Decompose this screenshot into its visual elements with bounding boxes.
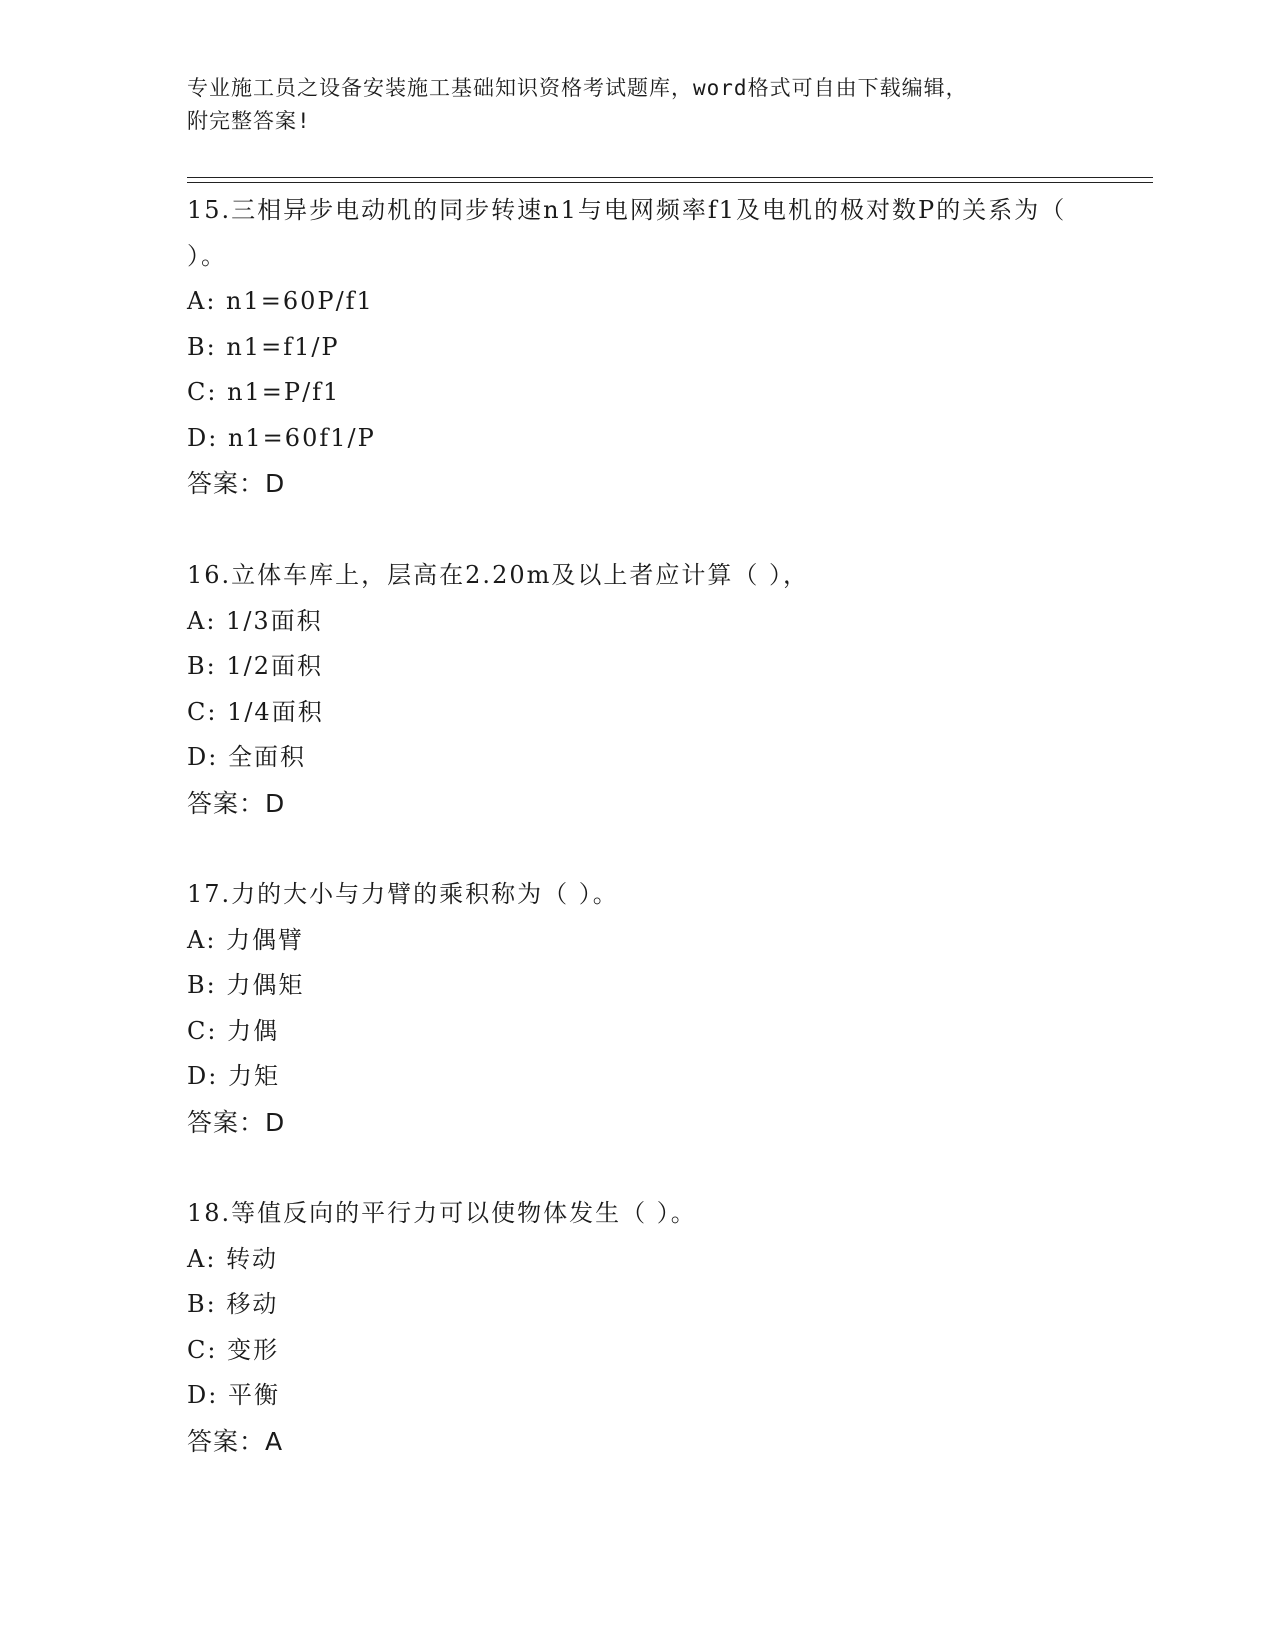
question-15 (187, 188, 1087, 507)
header-line-2: 附完整答案! (187, 109, 311, 133)
question-stem: 16.立体车库上，层高在2.20m及以上者应计算（ ）， (187, 561, 809, 589)
option-c: C: 变形 (187, 1335, 280, 1364)
question-16 (187, 553, 1087, 826)
question-17 (187, 872, 1087, 1145)
option-b: B: 1/2面积 (187, 652, 323, 680)
option-c: C: n1=P/f1 (187, 378, 341, 406)
header-divider-top (187, 177, 1153, 178)
option-d: D: 平衡 (187, 1381, 280, 1409)
question-stem: 15.三相异步电动机的同步转速n1与电网频率f1及电机的极对数P的关系为（ ）。 (187, 196, 1076, 270)
option-d: D: 力矩 (187, 1062, 280, 1090)
answer: 答案：D (187, 788, 286, 818)
option-d: D: n1=60f1/P (187, 423, 376, 452)
answer: 答案：D (187, 1107, 286, 1137)
answer: 答案：D (187, 469, 286, 498)
answer: 答案：A (187, 1426, 284, 1456)
option-c: C: 力偶 (187, 1016, 280, 1045)
option-b: B: 移动 (187, 1290, 279, 1318)
question-stem: 17.力的大小与力臂的乘积称为（ ）。 (187, 880, 619, 908)
header-line-1: 专业施工员之设备安装施工基础知识资格考试题库，word格式可自由下载编辑， (187, 76, 968, 100)
option-b: B: n1=f1/P (187, 332, 340, 361)
option-d: D: 全面积 (187, 743, 306, 771)
option-a: A: n1=60P/f1 (187, 287, 374, 315)
question-stem: 18.等值反向的平行力可以使物体发生（ ）。 (187, 1199, 697, 1227)
header-divider-bottom (187, 182, 1153, 183)
option-a: A: 力偶臂 (187, 925, 305, 954)
document-header (187, 72, 1087, 138)
option-a: A: 转动 (187, 1244, 279, 1273)
option-c: C: 1/4面积 (187, 697, 324, 726)
option-b: B: 力偶矩 (187, 971, 305, 999)
option-a: A: 1/3面积 (187, 606, 323, 635)
question-18 (187, 1191, 1087, 1464)
